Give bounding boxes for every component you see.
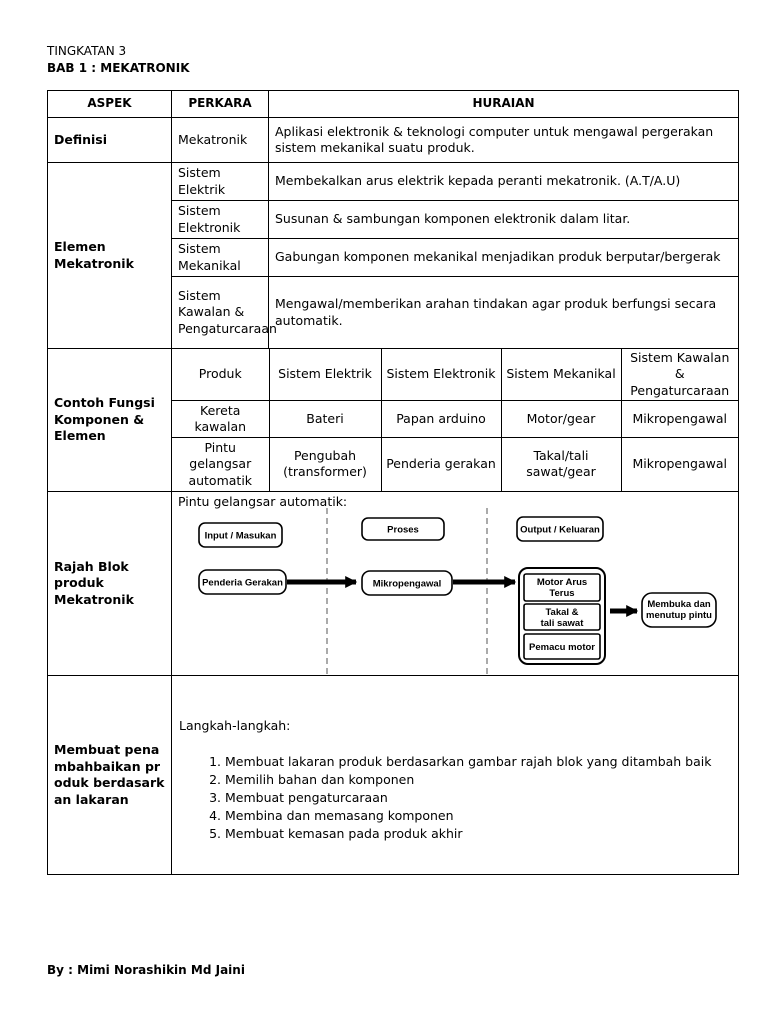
takal-label-2: tali sawat bbox=[540, 618, 584, 629]
notes-table bbox=[47, 90, 739, 875]
table-cell: Takal/tali sawat/gear bbox=[501, 437, 621, 491]
diagram-title: Pintu gelangsar automatik: bbox=[178, 494, 348, 509]
contoh-header-row bbox=[172, 349, 738, 400]
block-diagram bbox=[172, 492, 739, 676]
perkara-sistem-mekanikal: Sistem Mekanikal bbox=[172, 239, 269, 277]
pemacu-label: Pemacu motor bbox=[529, 642, 595, 653]
motor-label-2: Terus bbox=[549, 588, 575, 599]
huraian-sistem-elektrik: Membekalkan arus elektrik kepada peranti mekatronik. (A.T/A.U) bbox=[269, 163, 739, 201]
contoh-header-produk: Produk bbox=[172, 349, 269, 400]
contoh-header-kawalan: Sistem Kawalan & Pengaturcaraan bbox=[621, 349, 738, 400]
row-definisi bbox=[48, 118, 739, 163]
contoh-header-elektrik: Sistem Elektrik bbox=[269, 349, 381, 400]
table-cell: Pengubah (transformer) bbox=[269, 437, 381, 491]
result-label-1: Membuka dan bbox=[647, 599, 711, 610]
table-cell: Bateri bbox=[269, 400, 381, 437]
steps-cell bbox=[172, 676, 739, 875]
table-cell: Mikropengawal bbox=[621, 437, 738, 491]
contoh-row-pintu bbox=[172, 437, 738, 491]
step-item: 4. Membina dan memasang komponen bbox=[225, 807, 712, 825]
aspect-membuat: Membuat penambahbaikan produk berdasarkan lakaran bbox=[48, 676, 172, 875]
table-cell: Mikropengawal bbox=[621, 400, 738, 437]
aspect-definisi: Definisi bbox=[48, 118, 172, 163]
huraian-sistem-kawalan: Mengawal/memberikan arahan tindakan agar produk berfungsi secara automatik. bbox=[269, 277, 739, 349]
input-header-label: Input / Masukan bbox=[204, 530, 277, 542]
huraian-definisi: Aplikasi elektronik & teknologi computer untuk mengawal pergerakan sistem mekanikal suatu produk. bbox=[269, 118, 739, 163]
row-rajah bbox=[48, 492, 739, 676]
table-cell: Kereta kawalan bbox=[172, 400, 269, 437]
output-header-label: Output / Keluaran bbox=[520, 524, 600, 536]
table-header-row bbox=[48, 91, 739, 118]
table-cell: Penderia gerakan bbox=[381, 437, 501, 491]
row-elemen-1 bbox=[48, 163, 739, 201]
contoh-row-kereta bbox=[172, 400, 738, 437]
result-label-2: menutup pintu bbox=[646, 610, 712, 621]
steps-list bbox=[179, 753, 712, 843]
table-cell: Pintu gelangsar automatik bbox=[172, 437, 269, 491]
row-membuat bbox=[48, 676, 739, 875]
contoh-subtable bbox=[172, 349, 738, 491]
perkara-sistem-elektrik: Sistem Elektrik bbox=[172, 163, 269, 201]
step-item: 2. Memilih bahan dan komponen bbox=[225, 771, 712, 789]
perkara-mekatronik: Mekatronik bbox=[172, 118, 269, 163]
contoh-header-mekanikal: Sistem Mekanikal bbox=[501, 349, 621, 400]
form-level: TINGKATAN 3 bbox=[47, 44, 127, 58]
aspect-rajah: Rajah Blok produk Mekatronik bbox=[48, 492, 172, 676]
aspect-elemen: Elemen Mekatronik bbox=[48, 163, 172, 349]
proses-header-label: Proses bbox=[387, 524, 419, 536]
chapter-title: BAB 1 : MEKATRONIK bbox=[47, 61, 190, 75]
contoh-cell bbox=[172, 349, 739, 492]
table-cell: Motor/gear bbox=[501, 400, 621, 437]
aspect-contoh: Contoh Fungsi Komponen & Elemen bbox=[48, 349, 172, 492]
motor-label-1: Motor Arus bbox=[536, 577, 588, 588]
perkara-sistem-kawalan: Sistem Kawalan & Pengaturcaraan bbox=[172, 277, 269, 349]
column-header-aspek: ASPEK bbox=[48, 91, 172, 118]
column-header-huraian: HURAIAN bbox=[269, 91, 739, 118]
block-diagram-cell bbox=[172, 492, 739, 676]
table-cell: Papan arduino bbox=[381, 400, 501, 437]
penderia-label: Penderia Gerakan bbox=[202, 577, 283, 589]
huraian-sistem-mekanikal: Gabungan komponen mekanikal menjadikan produk berputar/bergerak bbox=[269, 239, 739, 277]
author-footer: By : Mimi Norashikin Md Jaini bbox=[47, 963, 245, 977]
column-header-perkara: PERKARA bbox=[172, 91, 269, 118]
mikro-label: Mikropengawal bbox=[372, 578, 442, 590]
step-item: 5. Membuat kemasan pada produk akhir bbox=[225, 825, 712, 843]
step-item: 1. Membuat lakaran produk berdasarkan gambar rajah blok yang ditambah baik bbox=[225, 753, 712, 771]
huraian-sistem-elektronik: Susunan & sambungan komponen elektronik dalam litar. bbox=[269, 201, 739, 239]
steps-title: Langkah-langkah: bbox=[179, 718, 291, 733]
takal-label-1: Takal & bbox=[545, 607, 579, 618]
contoh-header-elektronik: Sistem Elektronik bbox=[381, 349, 501, 400]
perkara-sistem-elektronik: Sistem Elektronik bbox=[172, 201, 269, 239]
step-item: 3. Membuat pengaturcaraan bbox=[225, 789, 712, 807]
row-contoh bbox=[48, 349, 739, 492]
